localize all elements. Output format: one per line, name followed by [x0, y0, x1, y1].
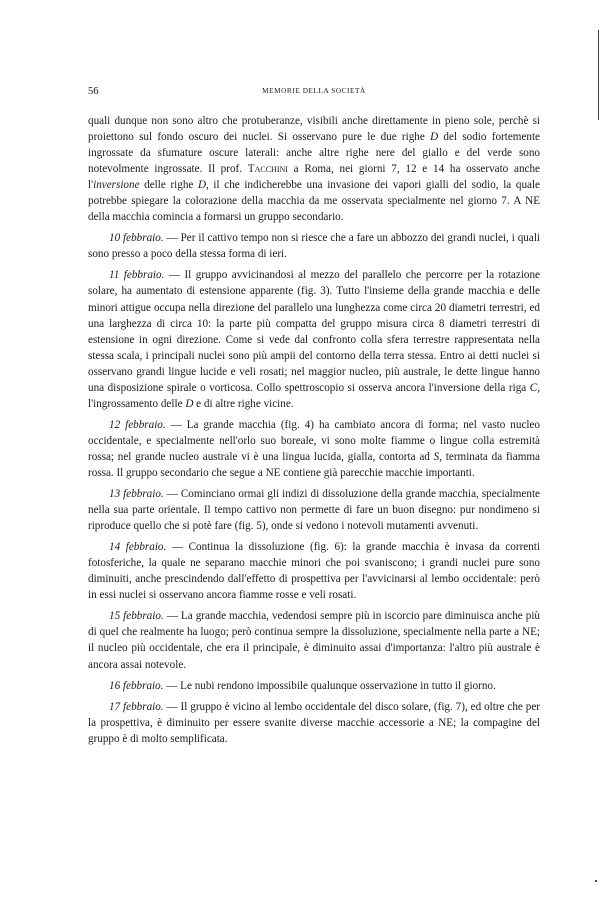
text-run: — La grande macchia, vedendosi sempre più in iscorcio pare diminuisca anche più di quel che realmente ha luogo; però continua sempre la dissoluzione, specialmente nella parte a NE; il nucleo più occidentale, che era il principale, è diminuito assai d'importanza: l'altro più australe è ancora assai notevole.	[88, 610, 540, 671]
paragraph	[88, 678, 540, 694]
italic-run: D	[430, 131, 439, 144]
text-run: , terminata da fiamma rossa. Il gruppo secondario che segue a NE contiene già parecchie macchie importanti.	[88, 450, 540, 479]
entry-date: 15 febbraio.	[109, 610, 164, 623]
italic-run: D	[197, 179, 207, 192]
page-number: 56	[88, 86, 99, 97]
text-run: — Il gruppo è vicino al lembo occidentale del disco solare, (fig. 7), ed oltre che per la prospettiva, è diminuito per essere svanite diverse macchie accessorie a NE; la compagine del gruppo è di molto semplificata.	[88, 700, 540, 745]
text-run: , il che indicherebbe una invasione dei vapori gialli del sodio, la quale potrebbe spiegare la colorazione della macchia da me osservata specialmente nel giorno 7. A NE della macchia comincia a formarsi un gruppo secondario.	[88, 179, 540, 224]
smallcaps-run: Tacchini	[247, 163, 288, 176]
text-run: — Continua la dissoluzione (fig. 6): la grande macchia è invasa da correnti fotosferiche, la quale ne separano macchie minori che poi svaniscono; i grandi nuclei pure sono diminuiti, anche prescindendo dall'effetto di prospettiva per l'avvicinarsi al lembo occidentale: però in essi nuclei si osservano ancora fiamme rosse e veli rosati.	[88, 541, 541, 602]
text-run: a Roma, nei giorni 7, 12 e 14 ha osservato anche l'	[88, 163, 540, 192]
paragraph	[88, 486, 540, 534]
paragraph	[88, 417, 540, 481]
text-run: , l'ingrossamento delle	[88, 381, 540, 410]
italic-run: C	[529, 381, 538, 394]
italic-run: inversione	[93, 179, 140, 192]
paragraph	[88, 539, 540, 603]
entry-date: 13 febbraio.	[109, 488, 164, 501]
text-run: e di altre righe vicine.	[193, 397, 294, 410]
paragraph	[88, 608, 540, 672]
entry-date: 16 febbraio.	[109, 679, 164, 692]
running-head: MEMORIE DELLA SOCIETÀ	[262, 87, 366, 95]
text-run: delle righe	[139, 179, 198, 192]
text-run: — La grande macchia (fig. 4) ha cambiato ancora di forma; nel vasto nucleo occidentale, e specialmente nell'orlo suo boreale, vi sono molte fiamme o lingue colla estremità rossa; nel grande nucleo australe vi è una lingua lucida, gialla, contorta ad	[88, 418, 540, 463]
paragraph	[88, 113, 540, 225]
italic-run: S	[433, 450, 440, 463]
text-run: — Cominciano ormai gli indizi di dissoluzione della grande macchia, specialmente nella sua parte orientale. Il tempo cattivo non permette di fare un buon disegno: pur nondimeno si riproduce quello che si potè fare (fig. 5), onde si vedono i notevoli mutamenti avvenuti.	[88, 488, 540, 533]
entry-date: 17 febbraio.	[109, 700, 164, 713]
page-header	[88, 86, 540, 100]
italic-run: D	[185, 397, 194, 410]
text-run: — Per il cattivo tempo non si riesce che a fare un abbozzo dei grandi nuclei, i quali sono presso a poco della stessa forma di ieri.	[88, 232, 541, 261]
body-text	[88, 113, 540, 752]
paragraph	[88, 230, 540, 262]
entry-date: 14 febbraio.	[109, 541, 167, 554]
text-run: del sodio fortemente ingrossate da sfumature oscure laterali: anche altre righe nere del giallo e del verde sono notevolmente ingrossate. Il prof.	[88, 131, 540, 176]
paragraph	[88, 699, 540, 747]
scan-speck	[595, 880, 597, 882]
entry-date: 11 febbraio.	[109, 269, 165, 282]
text-run: quali dunque non sono altro che protuberanze, visibili anche direttamente in pieno sole, perchè si proiettono sul fondo oscuro dei nuclei. Si osservano pure le due righe	[88, 115, 540, 144]
entry-date: 12 febbraio.	[109, 418, 166, 431]
paragraph	[88, 267, 540, 411]
text-run: — Il gruppo avvicinandosi al mezzo del parallelo che percorre per la rotazione solare, ha aumentato di estensione apparente (fig. 3). Tutto l'insieme della grande macchia e delle minori attigue occupa nella direzione del parallelo una lunghezza come circa 20 diametri terrestri, ed una larghezza di circa 10: la parte più compatta del gruppo misura circa 8 diametri terrestri di estensione in ogni direzione. Come si vede dal confronto colla sfera terrestre rappresentata nella stessa scala, i principali nuclei sono più ampii del contorno della terra stessa. Entro ai detti nuclei si osservano grandi lingue lucide e veli rosati; nel maggior nucleo, più australe, le dette lingue hanno una disposizione spirale o vorticosa. Collo spettroscopio si osserva ancora l'inversione della riga	[88, 269, 540, 394]
text-run: — Le nubi rendono impossibile qualunque osservazione in tutto il giorno.	[163, 679, 496, 692]
binding-edge-line	[598, 30, 599, 120]
entry-date: 10 febbraio.	[109, 232, 164, 245]
